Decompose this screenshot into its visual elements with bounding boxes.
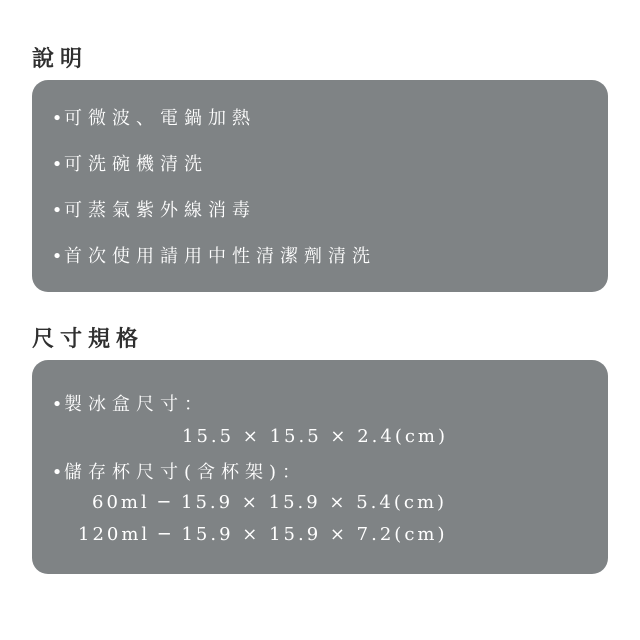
storage-label-text: 儲存杯尺寸(含杯架)：: [64, 462, 307, 483]
description-item-text: 可蒸氣紫外線消毒: [64, 200, 256, 221]
ice-tray-size-label: [50, 390, 208, 416]
bullet-icon: •: [51, 462, 63, 483]
description-panel: [32, 80, 608, 292]
description-item-text: 首次使用請用中性清潔劑清洗: [64, 246, 376, 267]
ice-tray-label-text: 製冰盒尺寸：: [64, 394, 208, 415]
bullet-icon: •: [51, 246, 63, 267]
specs-panel: [32, 360, 608, 574]
description-item: [50, 242, 376, 268]
storage-cup-size-label: [50, 458, 306, 484]
description-item-text: 可洗碗機清洗: [64, 154, 208, 175]
ice-tray-size-value: 15.5 × 15.5 × 2.4(cm): [182, 426, 449, 447]
bullet-icon: •: [51, 394, 63, 415]
description-title: 說明: [32, 46, 89, 72]
storage-60ml-size: 60ml ─ 15.9 × 15.9 × 5.4(cm): [92, 492, 448, 513]
description-item: [50, 196, 256, 222]
bullet-icon: •: [51, 154, 63, 175]
description-item-text: 可微波、電鍋加熱: [64, 108, 256, 129]
bullet-icon: •: [51, 108, 63, 129]
description-item: [50, 104, 256, 130]
storage-120ml-size: 120ml ─ 15.9 × 15.9 × 7.2(cm): [78, 524, 448, 545]
bullet-icon: •: [51, 200, 63, 221]
description-item: [50, 150, 208, 176]
specs-title: 尺寸規格: [32, 326, 145, 352]
